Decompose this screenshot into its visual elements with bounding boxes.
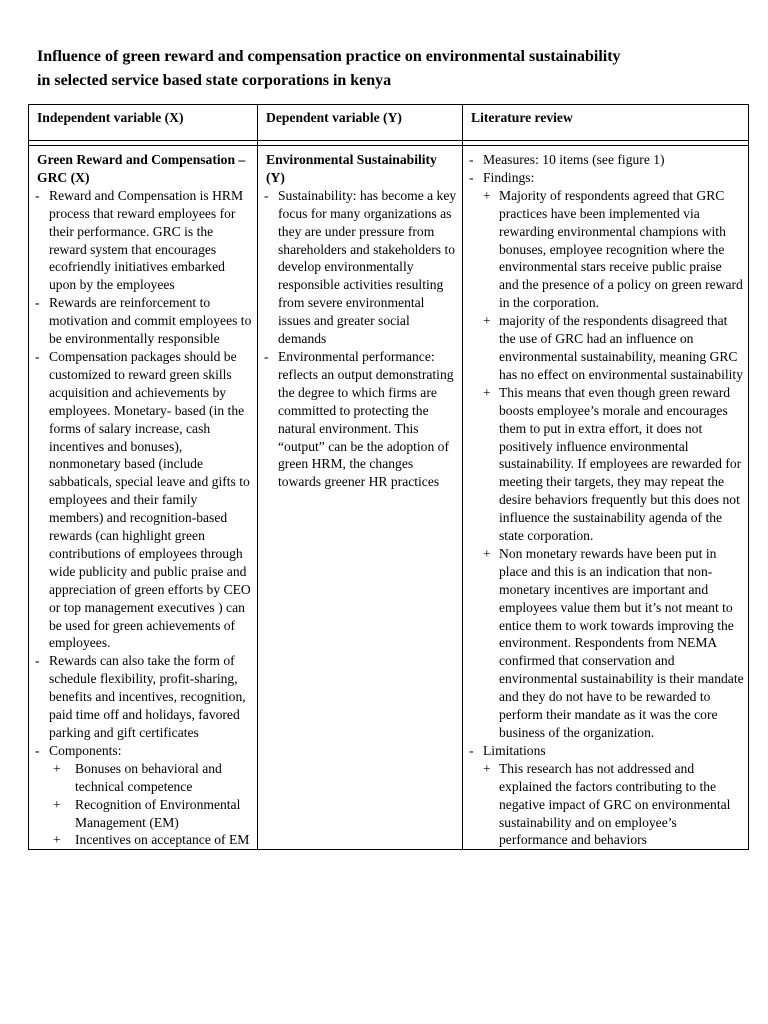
list-item: - Environmental performance: reflects an output demonstrating the degree to which firms are committed to protecting the natural environment. This “output” can be the adoption of green HRM, the changes towards greener HR practices — [264, 348, 458, 491]
dependent-variable-cell — [258, 146, 463, 850]
grc-list — [35, 187, 253, 760]
title-line-2: in selected service based state corporations in kenya — [37, 72, 392, 89]
header-cell-dependent — [258, 105, 463, 141]
literature-review-cell — [463, 146, 749, 850]
list-item — [35, 742, 253, 760]
title-line-1: Influence of green reward and compensation practice on environmental sustainability — [37, 48, 621, 65]
list-item: - Sustainability: has become a key focus for many organizations as they are under pressure from shareholders and stakeholders to develop environmentally responsible activities resulting from severe environmental issues and greater social demands — [264, 187, 458, 348]
limitations-section — [469, 742, 744, 760]
list-item: - Rewards are reinforcement to motivation and commit employees to be environmentally responsible — [35, 294, 253, 348]
list-item: + Recognition of Environmental Management (EM) — [47, 796, 253, 832]
independent-variable-cell — [29, 146, 258, 850]
list-item: - Compensation packages should be customized to reward green skills acquisition and achievements by employees. Monetary- based (in the forms of salary increase, cash incentives and bonuses), nonmonetary based (include sabbaticals, special leave and gifts to employees and their family members) and recognition-based rewards (can highlight green contributions of employees through wide publicity and public praise and appreciation of green efforts by CEO or top management executives ) can be used for green achievements of employees. — [35, 348, 253, 652]
findings-label: Findings: — [483, 169, 535, 185]
findings-list — [473, 187, 744, 742]
list-item: + Majority of respondents agreed that GRC practices have been implemented via rewarding environmental champions with bonuses, employee recognition where the environmental stars receive public praise and the presence of a policy on green reward in the corporation. — [473, 187, 744, 312]
limitations-list — [473, 760, 744, 850]
components-list — [47, 760, 253, 850]
literature-table — [28, 104, 749, 850]
components-label: Components: — [49, 742, 122, 758]
table-header-row — [29, 105, 749, 141]
list-item: + This means that even though green reward boosts employee’s morale and encourages them to put in extra effort, it does not positively influence environmental sustainability. If employees are rewarded for meeting their targets, they may repeat the desire behaviors frequently but this does not influence the sustainability agenda of the state corporation. — [473, 384, 744, 545]
list-item: + This research has not addressed and explained the factors contributing to the negative impact of GRC on environmental sustainability and on employee’s performance and behaviors — [473, 760, 744, 850]
list-item: + Non monetary rewards have been put in place and this is an indication that non-monetary incentives are important and employees value them but it’s not meant to entice them to work towards improving the environment. Respondents from NEMA confirmed that conservation and environmental sustainability is their mandate and they do not have to be rewarded to perform their mandate as it was the core business of the organization. — [473, 545, 744, 742]
header-cell-literature — [463, 105, 749, 141]
header-literature-review: Literature review — [471, 110, 573, 125]
es-list — [264, 187, 458, 491]
list-item: + majority of the respondents disagreed that the use of GRC had an influence on environmental sustainability, meaning GRC has no effect on environmental sustainability — [473, 312, 744, 384]
review-list — [469, 151, 744, 187]
findings-item — [469, 169, 744, 187]
list-item: - Reward and Compensation is HRM process that reward employees for their performance. GRC is the reward system that encourages ecofriendly initiatives embarked upon by the employees — [35, 187, 253, 294]
grc-heading: Green Reward and Compensation – GRC (X) — [37, 152, 246, 185]
list-item: - Rewards can also take the form of schedule flexibility, profit-sharing, benefits and incentives, recognition, paid time off and holidays, favored parking and gift certificates — [35, 652, 253, 742]
limitations-label: Limitations — [483, 742, 546, 758]
measures-item: - Measures: 10 items (see figure 1) — [469, 151, 744, 169]
es-heading: Environmental Sustainability (Y) — [266, 152, 437, 185]
header-independent-variable: Independent variable (X) — [37, 110, 184, 125]
list-item: + Bonuses on behavioral and technical competence — [47, 760, 253, 796]
list-item: + Incentives on acceptance of EM — [47, 831, 253, 849]
table-body-row — [29, 146, 749, 850]
header-dependent-variable: Dependent variable (Y) — [266, 110, 402, 125]
document-title — [37, 45, 737, 93]
header-cell-independent — [29, 105, 258, 141]
limitations-item — [469, 742, 744, 760]
